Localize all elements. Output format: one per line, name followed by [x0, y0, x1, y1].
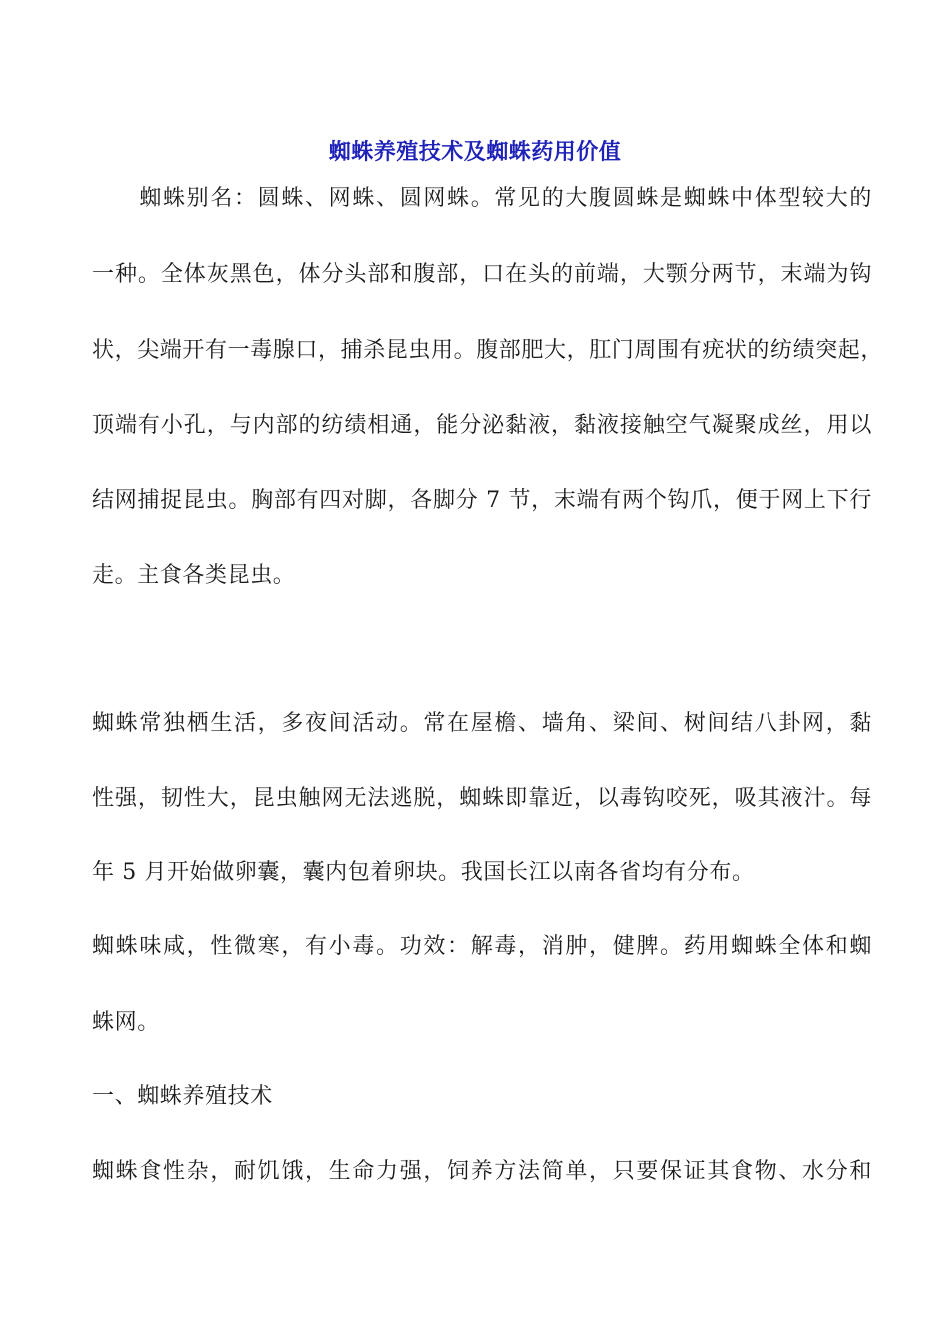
paragraph-line: 蜘蛛食性杂，耐饥饿，生命力强，饲养方法简单，只要保证其食物、水分和 — [92, 1159, 872, 1184]
paragraph-line: 性强，韧性大，昆虫触网无法逃脱，蜘蛛即靠近，以毒钩咬死，吸其液汁。每 — [92, 786, 872, 811]
paragraph-line: 蛛网。 — [92, 1010, 160, 1035]
paragraph-line: 结网捕捉昆虫。胸部有四对脚，各脚分 7 节，末端有两个钩爪，便于网上下行 — [92, 488, 872, 513]
document-title: 蜘蛛养殖技术及蜘蛛药用价值 — [328, 139, 622, 165]
paragraph-line: 顶端有小孔，与内部的纺绩相通，能分泌黏液，黏液接触空气凝聚成丝，用以 — [92, 413, 872, 438]
paragraph-line: 蜘蛛别名：圆蛛、网蛛、圆网蛛。常见的大腹圆蛛是蜘蛛中体型较大的 — [92, 186, 872, 211]
paragraph-line: 蜘蛛味咸，性微寒，有小毒。功效：解毒，消肿，健脾。药用蜘蛛全体和蜘 — [92, 934, 872, 959]
paragraph-line: 蜘蛛常独栖生活，多夜间活动。常在屋檐、墙角、梁间、树间结八卦网，黏 — [92, 711, 872, 736]
paragraph-line: 走。主食各类昆虫。 — [92, 563, 296, 588]
paragraph-line: 状，尖端开有一毒腺口，捕杀昆虫用。腹部肥大，肛门周围有疣状的纺绩突起， — [92, 338, 884, 363]
paragraph-line: 年 5 月开始做卵囊，囊内包着卵块。我国长江以南各省均有分布。 — [92, 860, 755, 885]
section-heading: 一、蜘蛛养殖技术 — [92, 1084, 273, 1109]
paragraph-line: 一种。全体灰黑色，体分头部和腹部，口在头的前端，大颚分两节，末端为钩 — [92, 262, 872, 287]
